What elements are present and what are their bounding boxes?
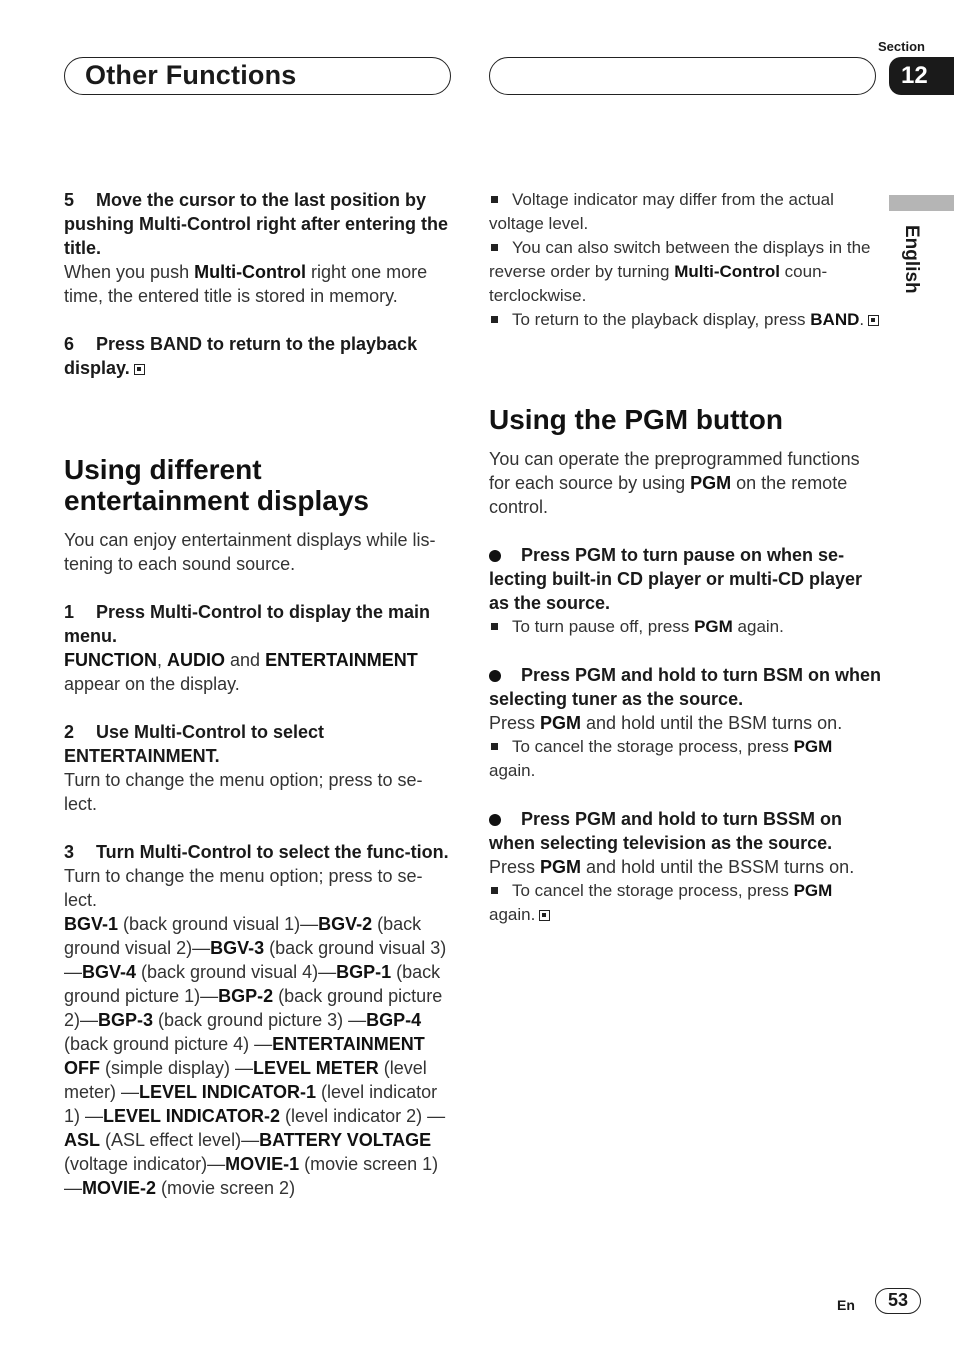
text: You can operate the preprogrammed functions for each source by using [489, 449, 860, 493]
option-description: (level meter) — [64, 1058, 427, 1102]
language-tab [889, 195, 954, 211]
step-5-body [64, 260, 454, 308]
step-text: Move the cursor to the last position by pushing Multi-Control right after entering the title. [64, 190, 448, 258]
bullet-square-icon [491, 743, 498, 750]
end-mark-icon [868, 315, 879, 326]
bullet-dot-icon [489, 550, 501, 562]
end-mark-icon [539, 910, 550, 921]
step-2 [64, 720, 454, 768]
text: and hold until the BSM turns on. [581, 713, 843, 733]
item-title: Press PGM and hold to turn BSM on when selecting tuner as the source. [489, 665, 882, 709]
section-number-badge [889, 57, 954, 95]
option-key: ENTERTAINMENT OFF [64, 1034, 425, 1078]
option-description: (ASL effect level)— [100, 1130, 260, 1150]
section-number: 12 [901, 62, 928, 89]
note-text-bold: PGM [793, 737, 833, 756]
option-key: BGV-4 [82, 962, 137, 982]
text: and [225, 650, 266, 670]
option-key: BGP-3 [98, 1010, 154, 1030]
pgm-item-bsm-body [489, 711, 881, 735]
step-number: 1 [64, 602, 75, 622]
end-mark-icon [134, 364, 145, 375]
text: , [157, 650, 168, 670]
option-key: LEVEL INDICATOR-2 [103, 1106, 281, 1126]
step-5 [64, 188, 454, 260]
option-description: (back ground visual 3)— [64, 938, 447, 982]
text: and hold until the BSSM turns on. [581, 857, 855, 877]
note-cancel-bsm [489, 735, 881, 783]
pgm-item-bssm [489, 807, 881, 855]
text-bold: ENTERTAINMENT [265, 650, 418, 670]
option-key: MOVIE-1 [225, 1154, 300, 1174]
step-3 [64, 840, 454, 864]
option-description: (back ground picture 3) — [153, 1010, 367, 1030]
step-1-body [64, 648, 454, 696]
step-1 [64, 600, 454, 648]
option-key: BGV-1 [64, 914, 119, 934]
option-description: (simple display) — [100, 1058, 254, 1078]
note-pause-off [489, 615, 881, 639]
note-voltage [489, 188, 881, 236]
step-number: 3 [64, 842, 75, 862]
option-description: (movie screen 2) [156, 1178, 296, 1198]
text: Press [489, 857, 541, 877]
option-description: (level indicator 1) — [64, 1082, 438, 1126]
right-column [489, 188, 881, 927]
note-text: again. [732, 617, 784, 636]
footer-language: En [837, 1297, 855, 1313]
note-text: To cancel the storage process, press [512, 881, 794, 900]
option-key: BATTERY VOLTAGE [259, 1130, 432, 1150]
text: When you push [64, 262, 195, 282]
text-bold: AUDIO [167, 650, 226, 670]
section-label: Section [878, 39, 925, 54]
note-cancel-bssm [489, 879, 881, 927]
pgm-item-pause [489, 543, 881, 615]
pgm-item-bssm-body [489, 855, 881, 879]
item-title: Press PGM to turn pause on when se-lecting built-in CD player or multi-CD player as the source. [489, 545, 863, 613]
text: appear on the display. [64, 674, 240, 694]
text-bold: FUNCTION [64, 650, 157, 670]
option-description: (voltage indicator)— [64, 1154, 226, 1174]
note-text: again. [489, 761, 536, 780]
step-text: Press Multi-Control to display the main menu. [64, 602, 431, 646]
language-label: English [901, 225, 922, 294]
note-text-bold: PGM [793, 881, 833, 900]
step-text: Use Multi-Control to select ENTERTAINMENT. [64, 722, 325, 766]
bullet-square-icon [491, 623, 498, 630]
note-return [489, 308, 881, 332]
note-text: You can also switch between the displays in the reverse order by turning [489, 238, 871, 281]
note-text: To turn pause off, press [512, 617, 695, 636]
note-text: . [859, 310, 865, 329]
header-empty-frame [489, 57, 876, 95]
option-description: (back ground picture 2)— [64, 986, 443, 1030]
page-title: Other Functions [85, 60, 297, 90]
option-list [64, 912, 454, 1200]
option-description: (back ground picture 1)— [64, 962, 441, 1006]
note-text: coun-terclockwise. [489, 262, 828, 305]
text-bold: PGM [540, 857, 582, 877]
option-description: (back ground visual 2)— [64, 914, 422, 958]
text-bold: Multi-Control [194, 262, 307, 282]
option-description: (back ground picture 4) — [64, 1034, 273, 1054]
section-intro: You can enjoy entertainment displays while lis-tening to each sound source. [64, 530, 436, 574]
text: on the remote control. [489, 473, 848, 517]
step-text: Turn Multi-Control to select the func-tion. [96, 842, 449, 862]
option-description: (back ground visual 1)— [118, 914, 319, 934]
note-reverse [489, 236, 881, 308]
section-intro [489, 447, 881, 519]
bullet-dot-icon [489, 670, 501, 682]
option-description: (back ground visual 4)— [136, 962, 337, 982]
note-text-bold: Multi-Control [674, 262, 780, 281]
option-key: BGP-4 [366, 1010, 422, 1030]
bullet-square-icon [491, 244, 498, 251]
note-text-bold: BAND [810, 310, 860, 329]
bullet-square-icon [491, 196, 498, 203]
bullet-square-icon [491, 887, 498, 894]
section-heading: Using the PGM button [489, 404, 783, 435]
option-key: BGV-3 [210, 938, 265, 958]
option-key: LEVEL METER [253, 1058, 379, 1078]
text-bold: PGM [540, 713, 582, 733]
note-text: Voltage indicator may differ from the actual voltage level. [489, 190, 834, 233]
step-number: 6 [64, 334, 75, 354]
note-text-bold: PGM [694, 617, 733, 636]
bullet-dot-icon [489, 814, 501, 826]
option-description: (level indicator 2) — [280, 1106, 446, 1126]
note-text: To cancel the storage process, press [512, 737, 794, 756]
option-key: LEVEL INDICATOR-1 [139, 1082, 317, 1102]
header-title-frame [64, 57, 451, 95]
item-title: Press PGM and hold to turn BSSM on when selecting television as the source. [489, 809, 843, 853]
note-text: To return to the playback display, press [512, 310, 811, 329]
pgm-item-bsm [489, 663, 881, 711]
step-number: 5 [64, 190, 75, 210]
note-text: again. [489, 905, 536, 924]
step-number: 2 [64, 722, 75, 742]
step-6 [64, 332, 454, 380]
step-2-body: Turn to change the menu option; press to se-lect. [64, 770, 423, 814]
step-3-body: Turn to change the menu option; press to se-lect. [64, 866, 423, 910]
left-column [64, 188, 454, 1200]
text-bold: PGM [690, 473, 732, 493]
option-key: ASL [64, 1130, 100, 1150]
option-key: BGP-1 [336, 962, 392, 982]
option-key: MOVIE-2 [82, 1178, 157, 1198]
option-description: (movie screen 1)— [64, 1154, 439, 1198]
option-key: BGP-2 [218, 986, 274, 1006]
text: Press [489, 713, 541, 733]
step-text: Press BAND to return to the playback display. [64, 334, 418, 378]
page-number: 53 [875, 1288, 921, 1314]
section-heading: Using different entertainment displays [64, 454, 369, 516]
bullet-square-icon [491, 316, 498, 323]
option-key: BGV-2 [318, 914, 373, 934]
text: right one more time, the entered title is stored in memory. [64, 262, 428, 306]
